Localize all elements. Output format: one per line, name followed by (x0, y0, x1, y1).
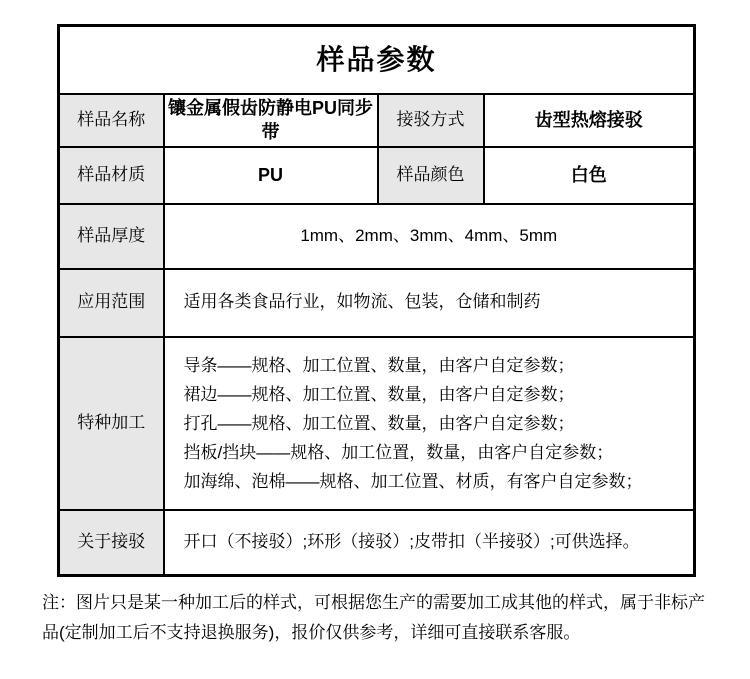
label-sample-color: 样品颜色 (378, 147, 484, 204)
table-row-material-color (59, 147, 695, 204)
special-processing-line: 加海绵、泡棉——规格、加工位置、材质，有客户自定参数； (183, 471, 643, 491)
label-application-range: 应用范围 (59, 269, 164, 337)
label-about-joint: 关于接驳 (59, 510, 164, 576)
value-sample-material: PU (164, 147, 378, 204)
table-row-about-joint (59, 510, 695, 576)
value-sample-name: 镶金属假齿防静电PU同步带 (164, 94, 378, 147)
special-processing-line: 挡板/挡块——规格、加工位置，数量，由客户自定参数； (183, 442, 614, 462)
table-row-special-processing (59, 337, 695, 510)
value-application-range: 适用各类食品行业，如物流、包装，仓储和制药 (164, 269, 695, 337)
value-special-processing (164, 337, 695, 510)
label-sample-thickness: 样品厚度 (59, 204, 164, 269)
value-sample-thickness: 1mm、2mm、3mm、4mm、5mm (164, 204, 695, 269)
table-row-application (59, 269, 695, 337)
table-title-row (59, 26, 695, 94)
label-special-processing: 特种加工 (59, 337, 164, 510)
page-title: 样品参数 (59, 26, 695, 94)
table-row-name-joint (59, 94, 695, 147)
value-sample-color: 白色 (484, 147, 695, 204)
label-joint-method: 接驳方式 (378, 94, 484, 147)
value-joint-method: 齿型热熔接驳 (484, 94, 695, 147)
spec-table (57, 24, 696, 577)
special-processing-line: 裙边——规格、加工位置、数量，由客户自定参数； (183, 384, 575, 404)
table-row-thickness (59, 204, 695, 269)
label-sample-name: 样品名称 (59, 94, 164, 147)
special-processing-line: 打孔——规格、加工位置、数量，由客户自定参数； (183, 413, 575, 433)
label-sample-material: 样品材质 (59, 147, 164, 204)
special-processing-line: 导条——规格、加工位置、数量，由客户自定参数； (183, 355, 575, 375)
footnote: 注：图片只是某一种加工后的样式，可根据您生产的需要加工成其他的样式，属于非标产品(定制加工后不支持退换服务)，报价仅供参考，详细可直接联系客服。 (42, 593, 705, 642)
value-about-joint: 开口（不接驳）;环形（接驳）;皮带扣（半接驳）;可供选择。 (164, 510, 695, 576)
